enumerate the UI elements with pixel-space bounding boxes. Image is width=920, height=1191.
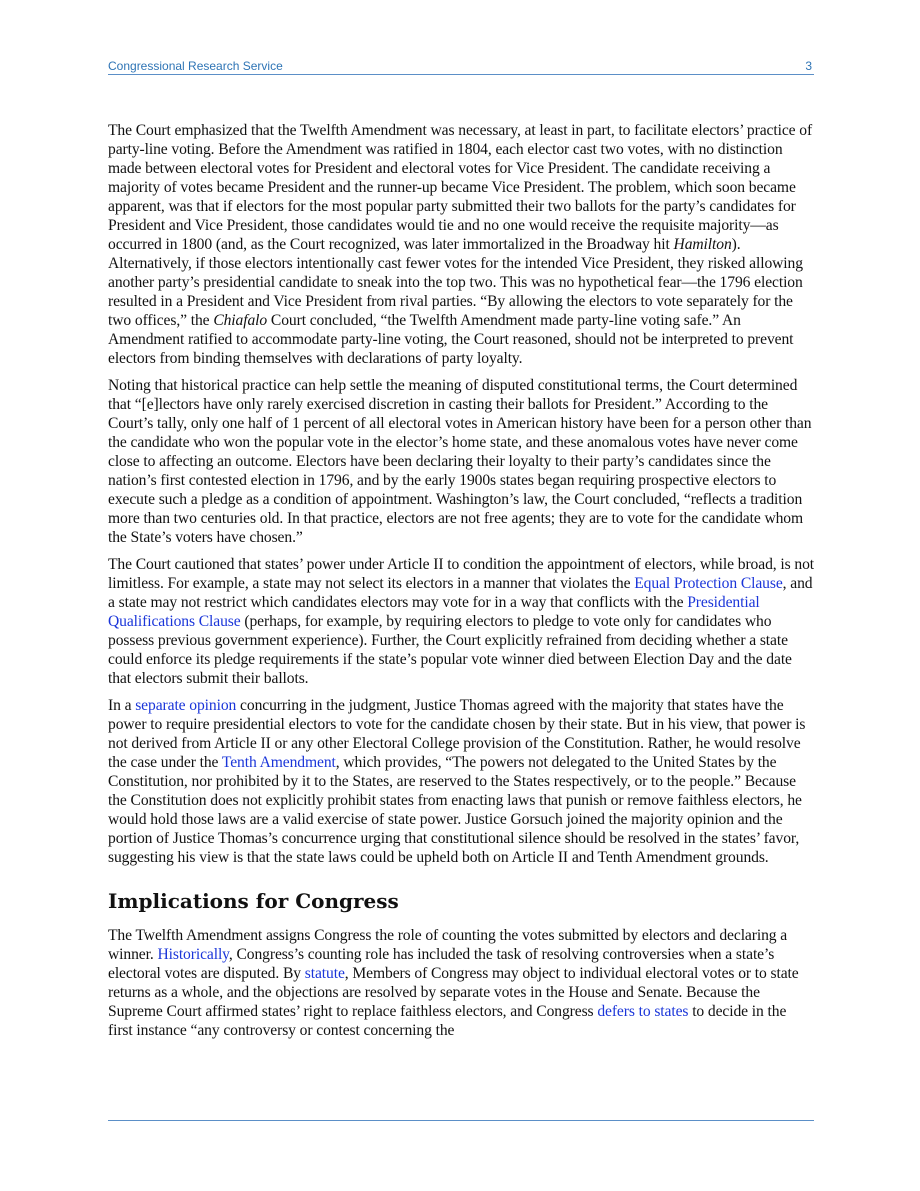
section-paragraphs [108,926,814,1040]
text-run: concurring in the judgment, Justice Thomas agreed with the majority that states have the power to require presidential electors to vote for the candidate chosen by their state. But in his view, that power is not derived from Article II or any other Electoral College provision of the Constitution. Rather, he would resolve the case under the [108,697,806,771]
text-run: In a [108,697,136,714]
text-run: Court concluded, “the Twelfth Amendment made party-line voting safe.” An Amendment ratified to accommodate party-line voting, the Court reasoned, should not be interpreted to prevent electors from binding themselves with declarations of party loyalty. [108,312,794,367]
italic-title: Chiafalo [213,312,268,329]
inline-link[interactable]: Historically [157,946,229,963]
text-run: , Congress’s counting role has included the task of resolving controversies when a state’s electoral votes are disputed. By [108,946,775,982]
page-header [108,57,814,75]
text-run: The Twelfth Amendment assigns Congress the role of counting the votes submitted by electors and declaring a winner. [108,927,788,963]
paragraph [108,926,814,1040]
text-run: The Court cautioned that states’ power under Article II to condition the appointment of electors, while broad, is not limitless. For example, a state may not select its electors in a manner that violates the [108,556,814,592]
header-organization: Congressional Research Service [108,59,283,73]
document-body [108,121,814,1048]
paragraph [108,121,814,368]
footer-rule [108,1120,814,1121]
text-run: (perhaps, for example, by requiring electors to pledge to vote only for candidates who possess previous government experience). Further, the Court explicitly refrained from deciding whether a state could enforce its pledge requirements if the state’s popular vote winner died between Election Day and the date that electors submit their ballots. [108,613,792,687]
paragraph [108,376,814,547]
paragraph [108,696,814,867]
section-heading: Implications for Congress [108,889,399,913]
text-run: ). Alternatively, if those electors intentionally cast fewer votes for the intended Vice President, they risked allowing another party’s presidential candidate to sneak into the top two. This was no hypothetical fear—the 1796 election resulted in a President and Vice President from rival parties. “By allowing the electors to vote separately for the two offices,” the [108,236,803,329]
inline-link[interactable]: Presidential Qualifications Clause [108,594,760,630]
page-number: 3 [805,59,812,73]
paragraph [108,555,814,688]
text-run: to decide in the first instance “any controversy or contest concerning the [108,1003,787,1039]
body-paragraphs [108,121,814,867]
inline-link[interactable]: defers to states [597,1003,689,1020]
inline-link[interactable]: statute [304,965,345,982]
text-run: Noting that historical practice can help settle the meaning of disputed constitutional terms, the Court determined that “[e]lectors have only rarely exercised discretion in casting their ballots for President.” According to the Court’s tally, only one half of 1 percent of all electoral votes in American history have been for a person other than the candidate who won the popular vote in the elector’s home state, and these anomalous votes have never come close to affecting an outcome. Electors have been declaring their loyalty to their party’s candidates since the nation’s first contested election in 1796, and by the early 1900s states began requiring prospective electors to execute such a pledge as a condition of appointment. Washington’s law, the Court concluded, “reflects a tradition more than two centuries old. In that practice, electors are not free agents; they are to vote for the candidate whom the State’s voters have chosen.” [108,377,812,546]
inline-link[interactable]: Equal Protection Clause [634,575,783,592]
text-run: , and a state may not restrict which candidates electors may vote for in a way that conflicts with the [108,575,813,611]
text-run: The Court emphasized that the Twelfth Amendment was necessary, at least in part, to facilitate electors’ practice of party-line voting. Before the Amendment was ratified in 1804, each elector cast two votes, with no distinction made between electoral votes for President and electoral votes for Vice President. The candidate receiving a majority of votes became President and the runner-up became Vice President. The problem, which soon became apparent, was that if electors for the most popular party submitted their two ballots for the party’s candidates for President and Vice President, those candidates would tie and no one would receive the requisite majority—as occurred in 1800 (and, as the Court recognized, was later immortalized in the Broadway hit [108,122,813,253]
text-run: , Members of Congress may object to individual electoral votes or to state returns as a whole, and the objections are resolved by separate votes in the House and Senate. Because the Supreme Court affirmed states’ right to replace faithless electors, and Congress [108,965,799,1020]
inline-link[interactable]: Tenth Amendment [221,754,336,771]
text-run: , which provides, “The powers not delegated to the United States by the Constitution, nor prohibited by it to the States, are reserved to the States respectively, or to the people.” Because the Constitution does not explicitly prohibit states from enacting laws that punish or remove faithless electors, he would hold those laws are a valid exercise of state power. Justice Gorsuch joined the majority opinion and the portion of Justice Thomas’s concurrence urging that constitutional silence should be resolved in the states’ favor, suggesting his view is that the state laws could be upheld both on Article II and Tenth Amendment grounds. [108,754,802,866]
italic-title: Hamilton [673,236,732,253]
inline-link[interactable]: separate opinion [135,697,237,714]
